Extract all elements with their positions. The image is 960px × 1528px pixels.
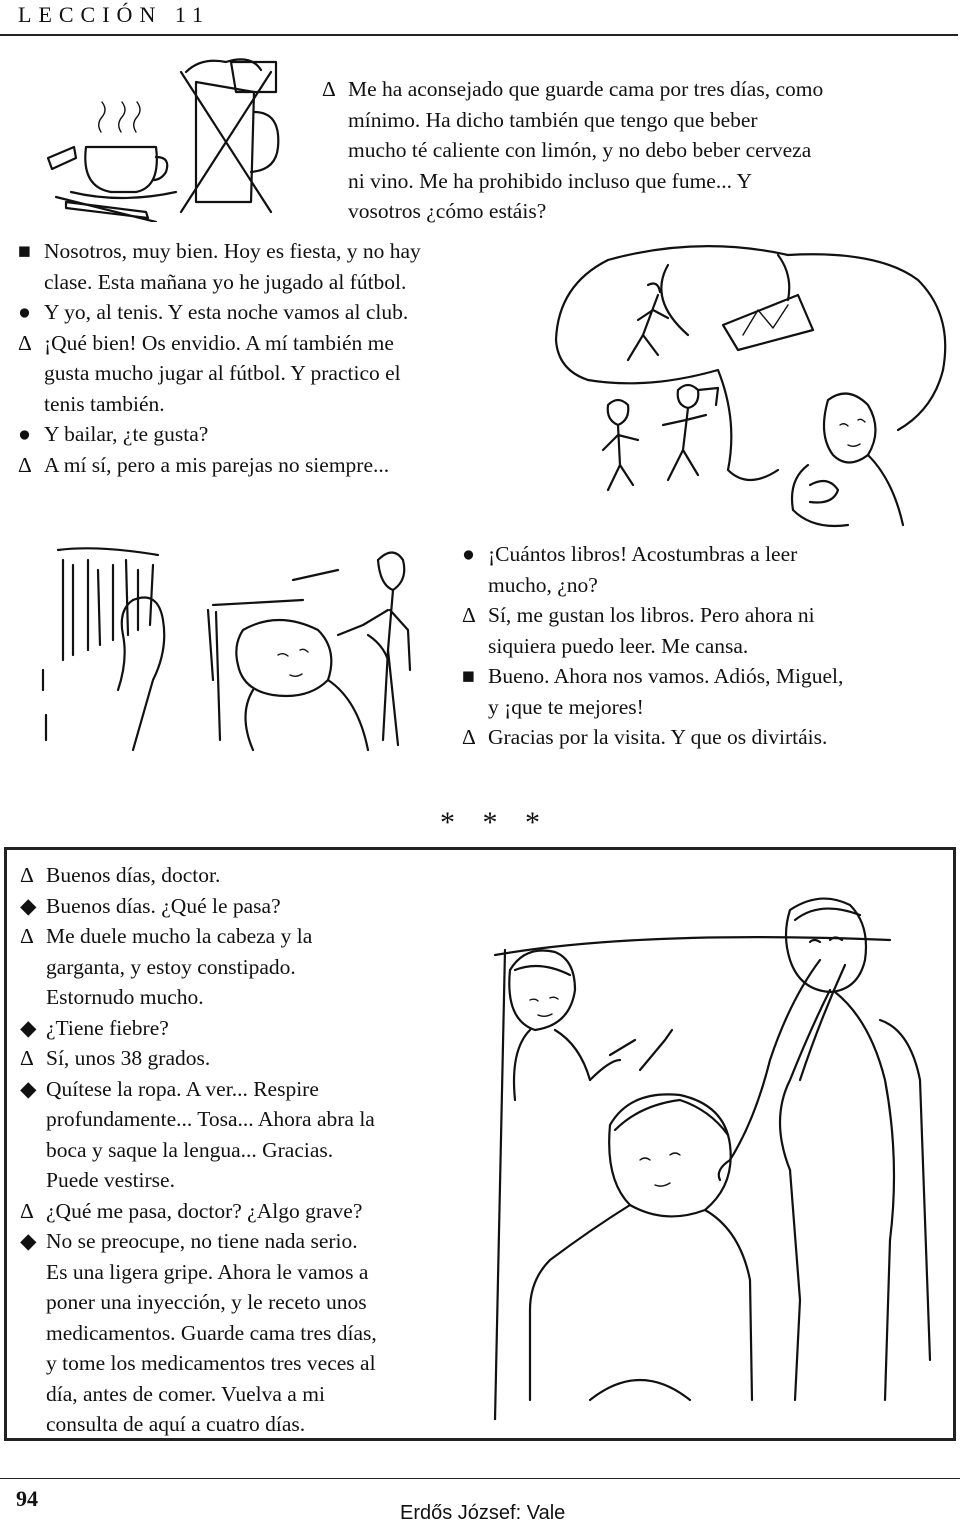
dialogue-line [20,1348,454,1379]
line-text: garganta, y estoy constipado. [46,954,296,979]
line-text: Gracias por la visita. Y que os divirtáis. [488,725,828,749]
dialogue-line [20,1043,454,1074]
dialogue-line [322,105,916,136]
line-text: gusta mucho jugar al fútbol. Y practico el [44,361,401,385]
dialogue-line [20,1196,454,1227]
line-text: ni vino. Me ha prohibido incluso que fume... Y [348,168,753,193]
dialogue-line [462,600,936,631]
line-text: Es una ligera gripe. Ahora le vamos a [46,1259,369,1284]
dialogue-block-3 [462,539,936,753]
dialogue-line [20,982,454,1013]
line-text: A mí sí, pero a mis parejas no siempre... [44,452,390,477]
dialogue-line [462,570,936,601]
section-separator: * * * [440,806,550,839]
dialogue-line [20,860,454,891]
dialogue-block-4 [20,860,454,1440]
dialogue-block-2 [18,236,504,480]
delta-marker: Δ [20,1046,34,1070]
page-number: 94 [16,1486,38,1511]
dialogue-line [20,1104,454,1135]
sports-daydream-illustration [548,240,960,535]
header-rule [0,34,958,36]
line-text: Sí, unos 38 grados. [46,1046,211,1070]
dialogue-line [20,1165,454,1196]
dialogue-line [20,1409,454,1440]
line-text: No se preocupe, no tiene nada serio. [46,1229,358,1253]
line-text: poner una inyección, y le receto unos [46,1290,367,1314]
dialogue-line [20,952,454,983]
line-text: clase. Esta mañana yo he jugado al fútbol. [44,269,407,294]
footer-author: Erdős József: Vale [400,1502,566,1524]
dialogue-line [18,236,504,267]
line-text: ¡Qué bien! Os envidio. A mí también me [44,330,394,355]
delta-marker: Δ [20,924,34,948]
dot-marker: ● [18,300,31,324]
dialogue-line [18,267,504,298]
dialogue-line [20,1226,454,1257]
dialogue-line [20,1257,454,1288]
line-text: Y yo, al tenis. Y esta noche vamos al club. [44,300,409,324]
line-text: Y bailar, ¿te gusta? [44,422,209,446]
dot-marker: ● [462,542,475,566]
dialogue-line [462,692,936,723]
dialogue-line [20,921,454,952]
doctor-examination-illustration [490,880,940,1420]
line-text: mínimo. Ha dicho también que tengo que beber [348,107,758,132]
line-text: Puede vestirse. [46,1168,175,1192]
lesson-header: LECCIÓN 11 [18,2,211,27]
line-text: Estornudo mucho. [46,985,204,1009]
line-text: Bueno. Ahora nos vamos. Adiós, Miguel, [488,664,844,688]
line-text: boca y saque la lengua... Gracias. [46,1137,334,1162]
line-text: vosotros ¿cómo estáis? [348,199,547,223]
line-text: Buenos días. ¿Qué le pasa? [46,893,281,918]
no-beer-no-smoking-illustration [36,52,286,222]
delta-marker: Δ [20,863,34,887]
dialogue-line [462,631,936,662]
line-text: Buenos días, doctor. [46,863,221,887]
line-text: ¡Cuántos libros! Acostumbras a leer [488,542,798,566]
footer-rule [0,1478,960,1479]
square-marker: ■ [462,664,475,688]
dialogue-line [322,166,916,197]
dialogue-line [462,661,936,692]
line-text: Me duele mucho la cabeza y la [46,924,313,948]
sickbed-visit-illustration [38,540,438,765]
dialogue-line [322,196,916,227]
dialogue-line [20,1074,454,1105]
dialogue-line [20,1135,454,1166]
line-text: mucho té caliente con limón, y no debo beber cerveza [348,138,812,162]
dialogue-line [322,74,916,105]
delta-marker: Δ [20,1198,34,1223]
dialogue-line [322,135,916,166]
delta-marker: Δ [18,452,32,477]
line-text: mucho, ¿no? [488,572,598,597]
dialogue-line [20,1287,454,1318]
diamond-marker: ◆ [20,893,37,918]
delta-marker: Δ [462,725,476,749]
line-text: consulta de aquí a cuatro días. [46,1412,306,1436]
dialogue-block-1 [322,74,916,227]
dot-marker: ● [18,422,31,446]
dialogue-line [18,419,504,450]
delta-marker: Δ [18,330,32,355]
delta-marker: Δ [462,603,476,627]
square-marker: ■ [18,239,31,263]
dialogue-line [462,722,936,753]
line-text: y ¡que te mejores! [488,694,644,719]
line-text: Me ha aconsejado que guarde cama por tres días, como [348,77,824,101]
dialogue-line [18,358,504,389]
dialogue-line [18,450,504,481]
line-text: ¿Qué me pasa, doctor? ¿Algo grave? [46,1198,363,1223]
line-text: ¿Tiene fiebre? [46,1015,169,1040]
dialogue-line [18,297,504,328]
delta-marker: Δ [322,77,336,101]
dialogue-line [20,1318,454,1349]
line-text: siquiera puedo leer. Me cansa. [488,633,749,658]
dialogue-line [18,389,504,420]
line-text: día, antes de comer. Vuelva a mi [46,1381,325,1406]
line-text: Nosotros, muy bien. Hoy es fiesta, y no hay [44,239,421,263]
diamond-marker: ◆ [20,1229,37,1253]
line-text: y tome los medicamentos tres veces al [46,1351,376,1375]
diamond-marker: ◆ [20,1015,37,1040]
dialogue-line [18,328,504,359]
line-text: profundamente... Tosa... Ahora abra la [46,1107,375,1131]
line-text: medicamentos. Guarde cama tres días, [46,1320,377,1345]
line-text: Quítese la ropa. A ver... Respire [46,1076,319,1101]
line-text: Sí, me gustan los libros. Pero ahora ni [488,603,815,627]
dialogue-line [20,1013,454,1044]
dialogue-line [20,1379,454,1410]
diamond-marker: ◆ [20,1076,37,1101]
dialogue-line [20,891,454,922]
line-text: tenis también. [44,391,165,416]
dialogue-line [462,539,936,570]
